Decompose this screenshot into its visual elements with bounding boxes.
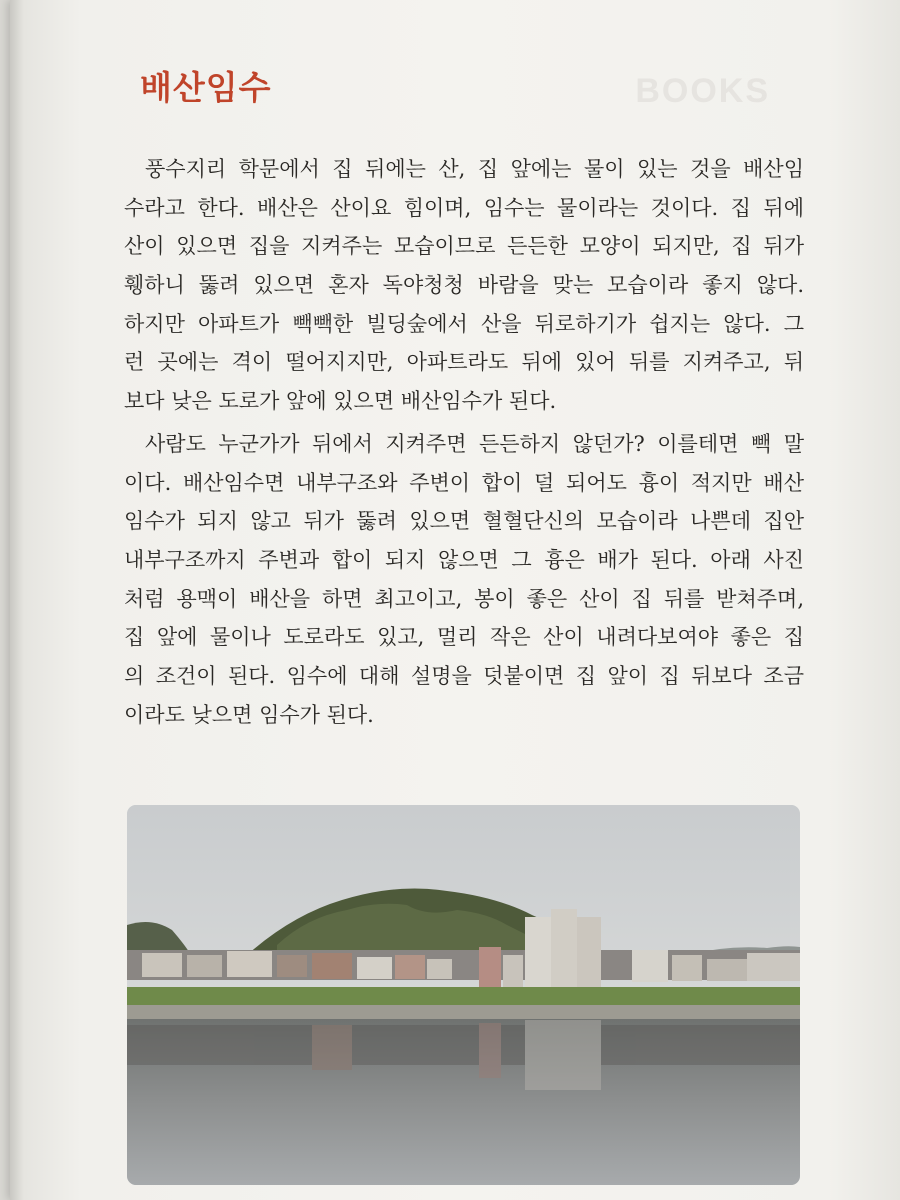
riverbank-grass [127, 987, 800, 1005]
text-line: 의 조건이 된다. 임수에 대해 설명을 덧붙이면 집 앞이 집 뒤보다 조금 [124, 663, 804, 688]
photo-illustration [127, 805, 800, 1185]
text-line: 산이 있으면 집을 지켜주는 모습이므로 든든한 모양이 되지만, 집 뒤가 [124, 234, 804, 259]
section-heading: 배산임수 [140, 68, 272, 107]
text-line: 런 곳에는 격이 떨어지지만, 아파트라도 뒤에 있어 뒤를 지켜주고, 뒤 [124, 350, 804, 375]
text-line: 휑하니 뚫려 있으면 혼자 독야청청 바람을 맞는 모습이라 좋지 않다. [124, 273, 804, 298]
text-line: 처럼 용맥이 배산을 하면 최고이고, 봉이 좋은 산이 집 뒤를 받쳐주며, [124, 586, 804, 611]
landscape-photo [127, 805, 800, 1185]
embankment [127, 1005, 800, 1019]
text-line: 풍수지리 학문에서 집 뒤에는 산, 집 앞에는 물이 있는 것을 배산임 [145, 157, 804, 181]
faded-running-header: BOOKS [635, 72, 770, 110]
text-line: 이라도 낮으면 임수가 된다. [124, 702, 374, 727]
text-line: 하지만 아파트가 빽빽한 빌딩숲에서 산을 뒤로하기가 쉽지는 않다. 그 [124, 311, 804, 336]
text-line: 내부구조까지 주변과 합이 되지 않으면 그 흉은 배가 된다. 아래 사진 [124, 547, 804, 572]
body-text [124, 150, 804, 734]
text-line: 보다 낮은 도로가 앞에 있으면 배산임수가 된다. [124, 389, 557, 414]
text-line: 수라고 한다. 배산은 산이요 힘이며, 임수는 물이라는 것이다. 집 뒤에 [124, 195, 804, 220]
text-line: 이다. 배산임수면 내부구조와 주변이 합이 덜 되어도 흉이 적지만 배산 [124, 470, 804, 495]
text-line: 사람도 누군가가 뒤에서 지켜주면 든든하지 않던가? 이를테면 빽 말 [145, 431, 804, 456]
text-line: 임수가 되지 않고 뒤가 뚫려 있으면 혈혈단신의 모습이라 나쁜데 집안 [124, 509, 804, 534]
page-spine-edge [10, 0, 24, 1200]
text-line: 집 앞에 물이나 도로라도 있고, 멀리 작은 산이 내려다보여야 좋은 집 [124, 625, 804, 650]
